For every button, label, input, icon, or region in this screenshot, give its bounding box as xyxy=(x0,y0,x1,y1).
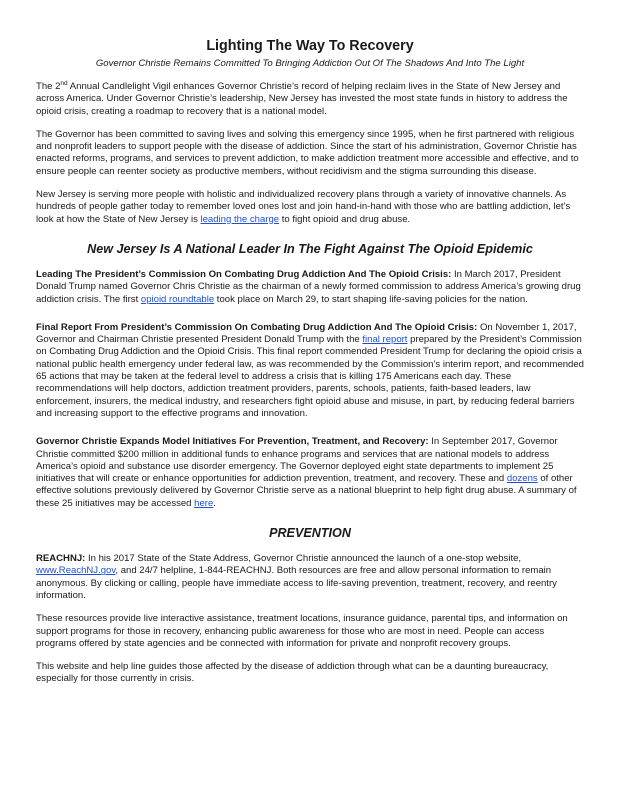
intro-paragraph-3 xyxy=(36,189,584,226)
opioid-roundtable-link[interactable]: opioid roundtable xyxy=(140,293,215,305)
intro-text-b: Annual Candlelight Vigil enhances Governor Christie’s record of helping reclaim lives in the State of New Jersey and across America. Under Governor Christie’s leadership, New Jersey has invested the most state funds in history to address the opioid crisis, creating a roadmap to recovery that is a national model. xyxy=(36,81,568,117)
reachnj-lead: REACHNJ: xyxy=(36,553,86,565)
commission-text-a: In March 2017, President Donald Trump named Governor Chris Christie as the chairman of a newly formed commission to address America’s growing drug addiction crisis. The first xyxy=(36,268,581,305)
model-initiatives-lead: Governor Christie Expands Model Initiatives For Prevention, Treatment, and Recovery: xyxy=(36,436,429,448)
model-initiatives-paragraph xyxy=(36,436,584,510)
intro-p3-text-b: to fight opioid and drug abuse. xyxy=(279,213,411,225)
intro-paragraph-1 xyxy=(36,81,584,118)
dozens-link[interactable]: dozens xyxy=(506,473,538,485)
final-report-lead: Final Report From President’s Commission On Combating Drug Addiction And The Opioid Crisis: xyxy=(36,321,478,333)
final-report-text-a: On November 1, 2017, Governor and Chairman Christie presented President Donald Trump with the xyxy=(36,321,577,346)
commission-text-b: took place on March 29, to start shaping life-saving policies for the nation. xyxy=(214,293,528,305)
section-heading-national-leader: New Jersey Is A National Leader In The Fight Against The Opioid Epidemic xyxy=(87,241,533,256)
reachnj-text-a: In his 2017 State of the State Address, Governor Christie announced the launch of a one-stop website, xyxy=(85,553,522,565)
commission-paragraph xyxy=(36,269,584,306)
intro-p3-text-a: New Jersey is serving more people with holistic and individualized recovery plans through a variety of innovative channels. As hundreds of people gather today to remember loved ones lost and join hand-in-hand with those who are battling addiction, let’s look at how the State of New Jersey is xyxy=(36,189,571,225)
reachnj-website-link[interactable]: www.ReachNJ.gov xyxy=(36,565,116,577)
reachnj-text-b: , and 24/7 helpline, 1-844-REACHNJ. Both resources are free and allow personal information to remain anonymous. By clicking or calling, people have immediate access to life-saving prevention, treatment, recovery, and reentry information. xyxy=(36,565,557,601)
final-report-text-b: prepared by the President’s Commission on Combating Drug Addiction and the Opioid Crisis. This final report commended President Trump for declaring the opioid crisis a national public health emergency under federal law, as was recommended by the Commission’s interim report, and recommended 65 actions that may be taken at the federal level to address a crisis that is killing 175 Americans each day. These recommendations will help doctors, addiction treatment providers, parents, schools, patients, faith-based leaders, law enforcement, insurers, the medical industry, and researchers fight opioid abuse and misuse, in part, by reducing federal barriers and increasing support to the effective programs and innovation. xyxy=(36,334,584,419)
resources-paragraph: These resources provide live interactive assistance, treatment locations, insurance guidance, parental tips, and information on support programs for those in recovery, enhancing public awareness for those who are most in need. People can access programs offered by state agencies and be connected with information for private and nonprofit recovery groups. xyxy=(36,613,568,649)
section-heading-prevention: PREVENTION xyxy=(269,526,351,541)
commission-lead: Leading The President’s Commission On Combating Drug Addiction And The Opioid Crisis: xyxy=(36,268,452,280)
final-report-link[interactable]: final report xyxy=(362,334,408,346)
here-link[interactable]: here xyxy=(194,497,214,509)
intro-paragraph-2: The Governor has been committed to saving lives and solving this emergency since 1995, when he first partnered with religious and nonprofit leaders to support people with the disease of addiction. Since the start of his administration, Governor Christie has enacted reforms, programs, and services to prevent addiction, to make addiction treatment more accessible and effective, and to ensure people can reenter society as productive members, without recidivism and the stigma surrounding this disease. xyxy=(36,128,579,177)
model-initiatives-text-a: In September 2017, Governor Christie committed $200 million in additional funds to enhance programs and services that are national models to address America’s opioid and substance use disorder emergency. The Governor deployed eight state departments to implement 25 initiatives that will create or enhance opportunities for addiction prevention, treatment, and recovery. These and xyxy=(36,436,558,485)
ordinal-superscript: nd xyxy=(60,79,68,87)
model-initiatives-text-c: . xyxy=(213,497,216,509)
document-subtitle: Governor Christie Remains Committed To Bringing Addiction Out Of The Shadows And Into The Light xyxy=(95,58,525,69)
document-title: Lighting The Way To Recovery xyxy=(206,38,414,54)
reachnj-paragraph xyxy=(36,553,584,602)
final-report-paragraph xyxy=(36,322,584,420)
helpline-paragraph: This website and help line guides those affected by the disease of addiction through what can be a daunting bureaucracy, especially for those currently in crisis. xyxy=(36,661,549,685)
leading-the-charge-link[interactable]: leading the charge xyxy=(200,213,280,225)
model-initiatives-text-b: of other effective solutions previously delivered by Governor Christie serve as a national blueprint to help fight drug abuse. A summary of these 25 initiatives may be accessed xyxy=(36,473,577,509)
intro-text-a: The 2 xyxy=(36,81,61,92)
